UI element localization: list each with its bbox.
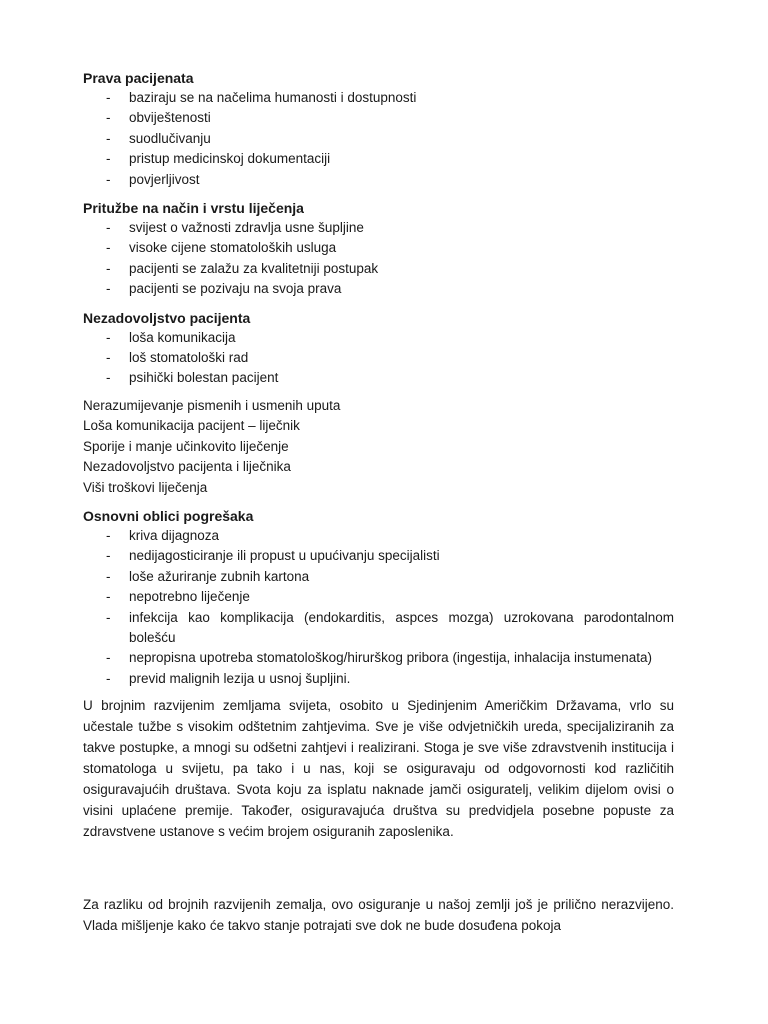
- text-line: Viši troškovi liječenja: [83, 479, 208, 495]
- list-item: - infekcija kao komplikacija (endokarditis, aspces mozga) uzrokovana parodontalnom bolešću: [83, 608, 674, 649]
- section-title: Prava pacijenata: [83, 70, 194, 86]
- list-item: - povjerljivost: [83, 170, 674, 190]
- text-line: Loša komunikacija pacijent – liječnik: [83, 418, 300, 434]
- list-item: - loš stomatološki rad: [83, 348, 674, 368]
- list-item: - nedijagosticiranje ili propust u upućivanju specijalisti: [83, 546, 674, 566]
- text-line: Nerazumijevanje pismenih i usmenih uputa: [83, 397, 341, 413]
- text-line: Nezadovoljstvo pacijenta i liječnika: [83, 459, 291, 475]
- dash-list: [83, 218, 674, 300]
- consequences-lines: [83, 396, 674, 498]
- section-title: Nezadovoljstvo pacijenta: [83, 309, 251, 326]
- list-item: - pristup medicinskoj dokumentaciji: [83, 149, 674, 169]
- dash-list: [83, 328, 674, 389]
- section-title: Osnovni oblici pogrešaka: [83, 507, 254, 524]
- list-item: - visoke cijene stomatoloških usluga: [83, 238, 674, 258]
- document-page: [83, 68, 674, 936]
- list-item: - psihički bolestan pacijent: [83, 368, 674, 388]
- dash-list: [83, 88, 674, 190]
- list-item: - nepropisna upotreba stomatološkog/hirurškog pribora (ingestija, inhalacija instumenata): [83, 648, 674, 668]
- section-complaints: [83, 198, 674, 300]
- list-item: - pacijenti se zalažu za kvalitetniji postupak: [83, 259, 674, 279]
- dash-list: [83, 526, 674, 689]
- list-item: - suodlučivanju: [83, 129, 674, 149]
- list-item: - svijest o važnosti zdravlja usne šupljine: [83, 218, 674, 238]
- body-paragraph: Za razliku od brojnih razvijenih zemalja, ovo osiguranje u našoj zemlji još je prilično nerazvijeno. Vlada mišljenje kako će takvo stanje potrajati sve dok ne bude dosuđena pokoja: [83, 897, 674, 934]
- section-dissatisfaction: [83, 308, 674, 389]
- list-item: - loša komunikacija: [83, 328, 674, 348]
- list-item: - obviještenosti: [83, 108, 674, 128]
- section-title: Pritužbe na način i vrstu liječenja: [83, 200, 304, 217]
- section-errors: [83, 506, 674, 689]
- body-paragraph: U brojnim razvijenim zemljama svijeta, osobito u Sjedinjenim Američkim Državama, vrlo su učestale tužbe s visokim odštetnim zahtjevima. Sve je više odvjetničkih ureda, specijaliziranih za takve postupke, a mnogi su odšetni zahtjevi i realizirani. Stoga je sve više zdravstvenih institucija i stomatologa u svijetu, pa tako i u nas, koji se osiguravaju od odgovornosti kod različitih osiguravajućih društava. Svota koju za isplatu naknade jamči osiguratelj, velikim dijelom ovisi o visini uplaćene premije. Također, osiguravajuća društva su predvidjela posebne popuste za zdravstvene ustanove s većim brojem osiguranih zaposlenika.: [83, 698, 674, 840]
- list-item: - pacijenti se pozivaju na svoja prava: [83, 279, 674, 299]
- text-line: Sporije i manje učinkovito liječenje: [83, 438, 289, 454]
- list-item: - previd malignih lezija u usnoj šupljini.: [83, 669, 674, 689]
- list-item: - loše ažuriranje zubnih kartona: [83, 567, 674, 587]
- section-patient-rights: [83, 68, 674, 190]
- list-item: - nepotrebno liječenje: [83, 587, 674, 607]
- list-item: - kriva dijagnoza: [83, 526, 674, 546]
- list-item: - baziraju se na načelima humanosti i dostupnosti: [83, 88, 674, 108]
